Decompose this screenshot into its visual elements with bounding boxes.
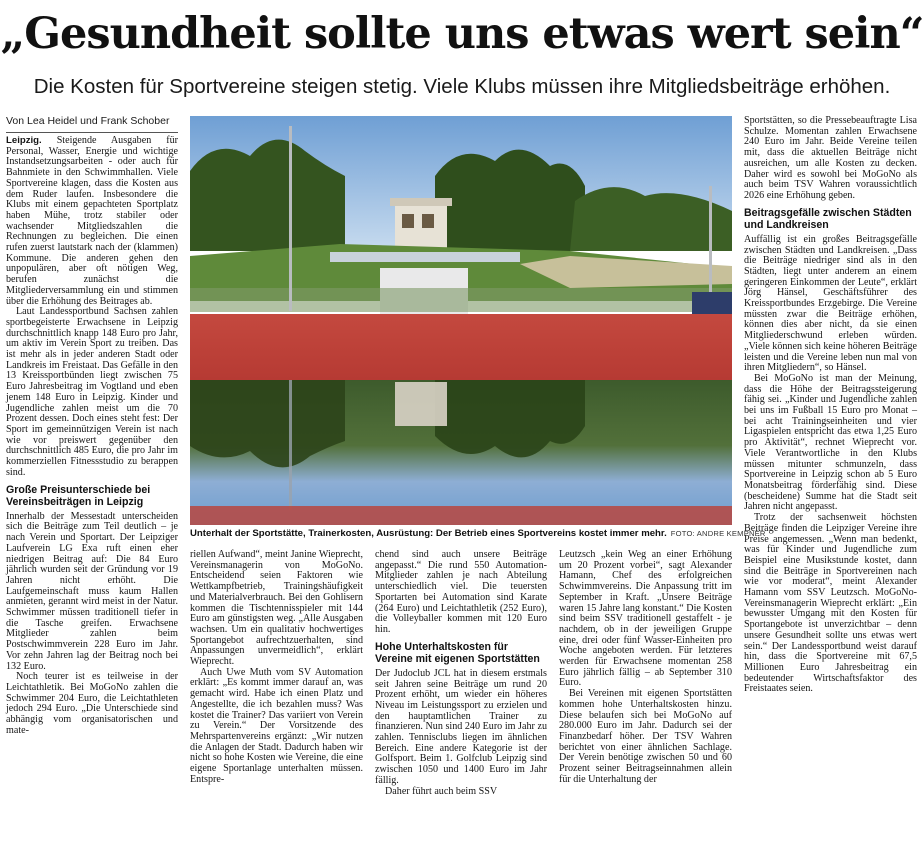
subheading: Große Preisunterschiede bei Vereinsbeiträgen in Leipzig <box>6 483 151 509</box>
article-column-1 <box>6 136 178 842</box>
paragraph: Daher führt auch beim SSV <box>385 785 498 797</box>
subheadline: Die Kosten für Sportvereine steigen stetig. Viele Klubs müssen ihre Mitgliedsbeiträge erhöhen. <box>33 75 891 98</box>
photo-caption <box>190 527 766 540</box>
article-column-5 <box>744 116 917 844</box>
paragraph: riellen Aufwand“, meint Janine Wieprecht, Vereinsmanagerin von MoGoNo. Entscheidend seien Faktoren wie Wettkampfbetrieb, Trainingshäufigkeit und Materialverbrauch. Bei den Gohlisern kommen die Tischtennisspieler mit 144 Euro am günstigsten weg. „Alle Ausgaben wachsen. Um ein qualitativ hochwertiges Sportangebot aufrechtzuerhalten, sind Anpassungen unvermeidlich“, erklärt Wieprecht. <box>190 549 363 668</box>
stadium-photo <box>190 116 732 525</box>
paragraph: Sportstätten, so die Pressebeauftragte Lisa Schulze. Momentan zahlen Erwachsene 240 Euro im Jahr. Beide Vereine teilen mit, dass die aktuellen Beiträge nicht ausreichen, um alle Kosten zu decken. Daher wird es sowohl bei MoGoNo als auch beim TSV Wahren voraussichtlich 2026 eine Erhöhung geben. <box>744 115 917 201</box>
paragraph: Noch teurer ist es teilweise in der Leichtathletik. Bei MoGoNo zahlen die Schwimmer 204 Euro, die Leichtathleten jedoch 294 Euro. „Die Unterschiede sind abhängig vom organisatorischen und mate- <box>6 671 178 736</box>
dateline: Leipzig. <box>6 135 42 146</box>
paragraph: Innerhalb der Messestadt unterscheiden sich die Beiträge zum Teil deutlich – je nach Verein und Sportart. Der Leipziger Laufverein LG Exa ruft einen eher niedrigen Beitrag auf: Die 84 Euro jährlich wurden seit der Gründung vor 19 Jahren nicht erhöht. Die Laufgemeinschaft muss kaum Hallen anmieten, gerannt wird meist in der Natur. Schwimmer müssen traditionell tiefer in die Tasche greifen. Erwachsene Mitglieder zahlen beim Postschwimmverein 228 Euro im Jahr. Vor zehn Jahren lag der Beitrag noch bei 132 Euro. <box>6 510 178 672</box>
paragraph: Auffällig ist ein großes Beitragsgefälle zwischen Städten und Landkreisen. „Dass die Beiträge niedriger sind als in den Städten, liegt unter anderem an einem geringeren Einkommen der Leute“, erklärt Jörg Hänsel, Geschäftsführer des Kreissportbundes Erzgebirge. Die Vereine müssten zwar die Beiträge erhöhen, können dies aber nicht, da sie einen Mitgliederschwund erleben würden. „Viele können sich keine höheren Beiträge leisten und die Vereine leben nun mal von ihren Mitgliedern“, so Hänsel. <box>744 233 917 374</box>
byline: Von Lea Heidel und Frank Schober <box>6 114 178 133</box>
paragraph: Trotz der sachsenweit höchsten Beiträge finden die Leipziger Vereine ihre Preise angemessen. „Wenn man bedenkt, was für Kinder und Jugendliche zum Beispiel eine Musikstunde kostet, dann sind die Beiträge in Sportvereinen nach wie vor moderat“, meint Alexander Hamann vom SSV Leutzsch. MoGoNo-Vereinsmanagerin Wieprecht erklärt: „Ein bewusster Umgang mit den Kosten für Sportangebote ist unverzichtbar – denn unsere Gesundheit sollte uns etwas wert sein.“ Der Landessportbund weist darauf hin, dass die Sportvereine mit 67,5 Millionen Euro Jahresbeitrag ein bedeutender Wirtschaftsfaktor des Freistaates seien. <box>744 512 917 695</box>
paragraph: Leutzsch „kein Weg an einer Erhöhung um 20 Prozent vorbei“, sagt Alexander Hamann, Chef des erfolgreichen Schwimmvereins. Die Anpassung tritt im September in Kraft. „Unsere Beiträge waren 15 Jahre lang konstant.“ Die Kosten sind beim SSV traditionell gestaffelt - je nachdem, ob in der jeweiligen Gruppe eine, drei oder fünf Wasser-Einheiten pro Woche angeboten werden. Für letzteres werden für Erwachsene momentan 258 Euro jährlich fällig – ab September 310 Euro. <box>559 549 732 689</box>
caption-text: Unterhalt der Sportstätte, Trainerkosten, Ausrüstung: Der Betrieb eines Sportvereins kostet immer mehr. <box>190 528 667 539</box>
article-column-3 <box>375 550 547 844</box>
subheading: Hohe Unterhaltskosten für Vereine mit eigenen Sportstätten <box>375 640 540 666</box>
paragraph: Laut Landessportbund Sachsen zahlen sportbegeisterte Erwachsene in Leipzig durchschnittlich knapp 148 Euro pro Jahr, um aktiv im Verein Sport zu treiben. Das ist mehr als in jeder anderen Stadt oder Landkreis im Freistaat. Das Gefälle in den 13 Kreissportbünden liegt zwischen 75 Euro Jahresbeitrag im Vogtland und eben jenem 148 Euro in Leipzig. Kinder und Jugendliche zahlen meist um die 70 Prozent dessen. Doch eines steht fest: Der Sport im gemeinnützigen Verein ist nach wie vor preiswert gegenüber den durchschnittlich 485 Euro, die pro Jahr im kommerziellen Fitnessstudio zu berappen sind. <box>6 306 178 478</box>
paragraph: Bei Vereinen mit eigenen Sportstätten kommen hohe Unterhaltskosten hinzu. Diese belaufen sich bei MoGoNo auf 280.000 Euro im Jahr. Dadurch sei der Finanzbedarf höher. Der TSV Wahren berichtet von einer ähnlichen Sachlage. Der Verein benötige zwischen 50 und 60 Prozent seiner Beitragseinnahmen allein für die Unterhaltung der <box>559 688 732 785</box>
paragraph: chend sind auch unsere Beiträge angepasst.“ Die rund 550 Automation-Mitglieder zahlen je nach Abteilung unterschiedlich viel. Die teuersten Sportarten bei Automation sind Karate (264 Euro) und Leichtathletik (252 Euro), die Volleyballer kommen mit 120 Euro hin. <box>375 549 547 635</box>
subheading: Beitragsgefälle zwischen Städten und Landkreisen <box>744 206 912 232</box>
paragraph: Bei MoGoNo ist man der Meinung, dass die Höhe der Beitragssteigerung fähig sei. „Kinder und Jugendliche zahlen bei uns im Fußball 15 Euro pro Monat – bei acht Trainingseinheiten und vier Ligaspielen entspricht das etwa 1,25 Euro pro Aktivität“, rechnet Wieprecht vor. Viele Verantwortliche in den Klubs müssen mitunter schmunzeln, dass Sportvereine in Leipzig schon ab 5 Euro Monatsbeitrag förderfähig sind. Diese (bescheidene) Summe hat die Stadt seit Jahren nicht angepasst. <box>744 372 917 513</box>
photo-credit: FOTO: ANDRE KEMPNER <box>670 529 766 538</box>
article-column-2 <box>190 550 363 844</box>
stadium-photo-illustration <box>190 116 732 525</box>
headline: „Gesundheit sollte uns etwas wert sein“ <box>0 9 924 59</box>
paragraph: Steigende Ausgaben für Personal, Wasser, Energie und wichtige Instandsetzungsarbeiten - oder auch für Bahnmiete in den Schwimmhallen. Viele Sportvereine klagen, dass die Kosten aus dem Ruder laufen. Insbesondere die Klubs mit einem gepachteten Sportplatz haben Mühe, trotz stabiler oder wachsender Mitgliedszahlen die Rechnungen zu begleichen. Die einen rufen zuerst lautstark nach der (klammen) Kommune. Die anderen gehen den unpopulären, aber oft nötigen Weg, berufen zunächst die Mitgliederversammlung ein und stimmen über die Erhöhung des Beitrages ab. <box>6 135 178 307</box>
paragraph: Auch Uwe Muth vom SV Automation erklärt: „Es kommt immer darauf an, was gemacht wird. Habe ich einen Platz und Angestellte, die ich bezahlen muss? Was kostet die Trainer? Das variiert von Verein zu Verein.“ Der Vorsitzende des Mehrspartenvereins ergänzt: „Wir nutzen die Anlagen der Stadt. Dadurch haben wir nicht so hohe Kosten wie Vereine, die eine eigene Sportanlage unterhalten müssen. Entspre- <box>190 666 363 785</box>
article-column-4 <box>559 550 732 844</box>
paragraph: Der Judoclub JCL hat in diesem erstmals seit Jahren seine Beiträge um rund 20 Prozent erhöht, um wieder ein höheres Niveau im Leistungssport zu erzielen und den hauptamtlichen Trainer zu finanzieren. Nun sind 240 Euro im Jahr zu zahlen. Tennisclubs liegen im ähnlichen Bereich. Eine andere Kategorie ist der Golfsport. Beim 1. Golfclub Leipzig sind zwischen 1050 und 1400 Euro im Jahr fällig. <box>375 667 547 786</box>
